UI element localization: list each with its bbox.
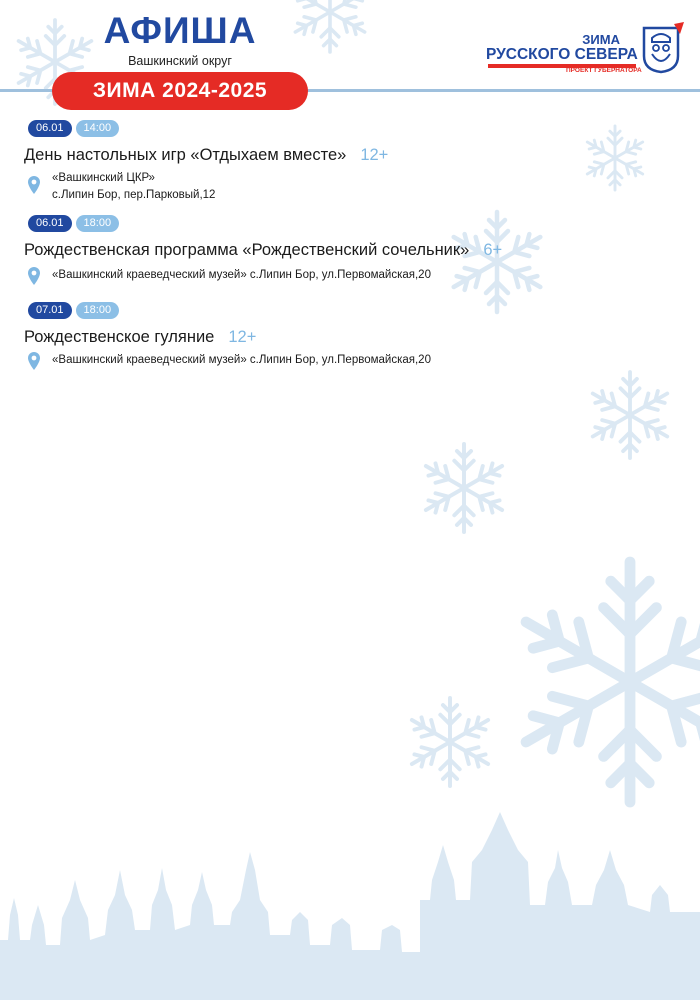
snowflake-icon bbox=[513, 562, 700, 802]
snowflake-icon bbox=[291, 0, 369, 52]
event-time-badge: 18:00 bbox=[76, 302, 120, 319]
location-pin-icon bbox=[28, 176, 40, 194]
event-title: День настольных игр «Отдыхаем вместе» bbox=[24, 146, 347, 164]
snowflake-icon bbox=[407, 698, 493, 786]
event-date-badge: 06.01 bbox=[28, 120, 72, 137]
event-datetime bbox=[28, 215, 123, 232]
event-time-badge: 18:00 bbox=[76, 215, 120, 232]
age-rating: 12+ bbox=[228, 328, 257, 346]
event-datetime bbox=[28, 120, 123, 137]
snowflake-icon bbox=[448, 212, 546, 312]
event-title-row bbox=[24, 241, 502, 260]
event-title-row bbox=[24, 328, 256, 347]
event-title-row bbox=[24, 146, 388, 165]
event-venue bbox=[52, 267, 431, 284]
santa-emblem-icon bbox=[640, 22, 684, 74]
project-logo bbox=[484, 20, 684, 74]
snowflake-icon bbox=[584, 126, 646, 190]
venue-line: с.Липин Бор, пер.Парковый,12 bbox=[52, 189, 216, 201]
location-pin-icon bbox=[28, 352, 40, 370]
district-subtitle: Вашкинский округ bbox=[128, 54, 232, 68]
page-title: АФИША bbox=[103, 10, 257, 51]
event-title: Рождественское гуляние bbox=[24, 328, 215, 346]
venue-line: «Вашкинский ЦКР» bbox=[52, 172, 155, 184]
location-pin-icon bbox=[28, 267, 40, 285]
age-rating: 6+ bbox=[483, 241, 503, 259]
event-date-badge: 06.01 bbox=[28, 215, 72, 232]
event-venue bbox=[52, 170, 215, 204]
season-badge: ЗИМА 2024-2025 bbox=[52, 72, 308, 110]
logo-text-line2: РУССКОГО СЕВЕРА bbox=[486, 46, 638, 63]
event-time-badge: 14:00 bbox=[76, 120, 120, 137]
town-silhouette bbox=[0, 812, 700, 1000]
event-title: Рождественская программа «Рождественский сочельник» bbox=[24, 241, 470, 259]
venue-line: «Вашкинский краеведческий музей» с.Липин Бор, ул.Первомайская,20 bbox=[52, 354, 431, 366]
venue-line: «Вашкинский краеведческий музей» с.Липин Бор, ул.Первомайская,20 bbox=[52, 269, 431, 281]
event-datetime bbox=[28, 302, 123, 319]
age-rating: 12+ bbox=[360, 146, 389, 164]
logo-text-line3: ПРОЕКТ ГУБЕРНАТОРА bbox=[566, 67, 642, 74]
snowflake-icon bbox=[588, 372, 672, 458]
event-date-badge: 07.01 bbox=[28, 302, 72, 319]
logo-text-line1: ЗИМА bbox=[582, 32, 620, 47]
snowflake-icon bbox=[421, 444, 507, 532]
event-venue bbox=[52, 352, 431, 369]
